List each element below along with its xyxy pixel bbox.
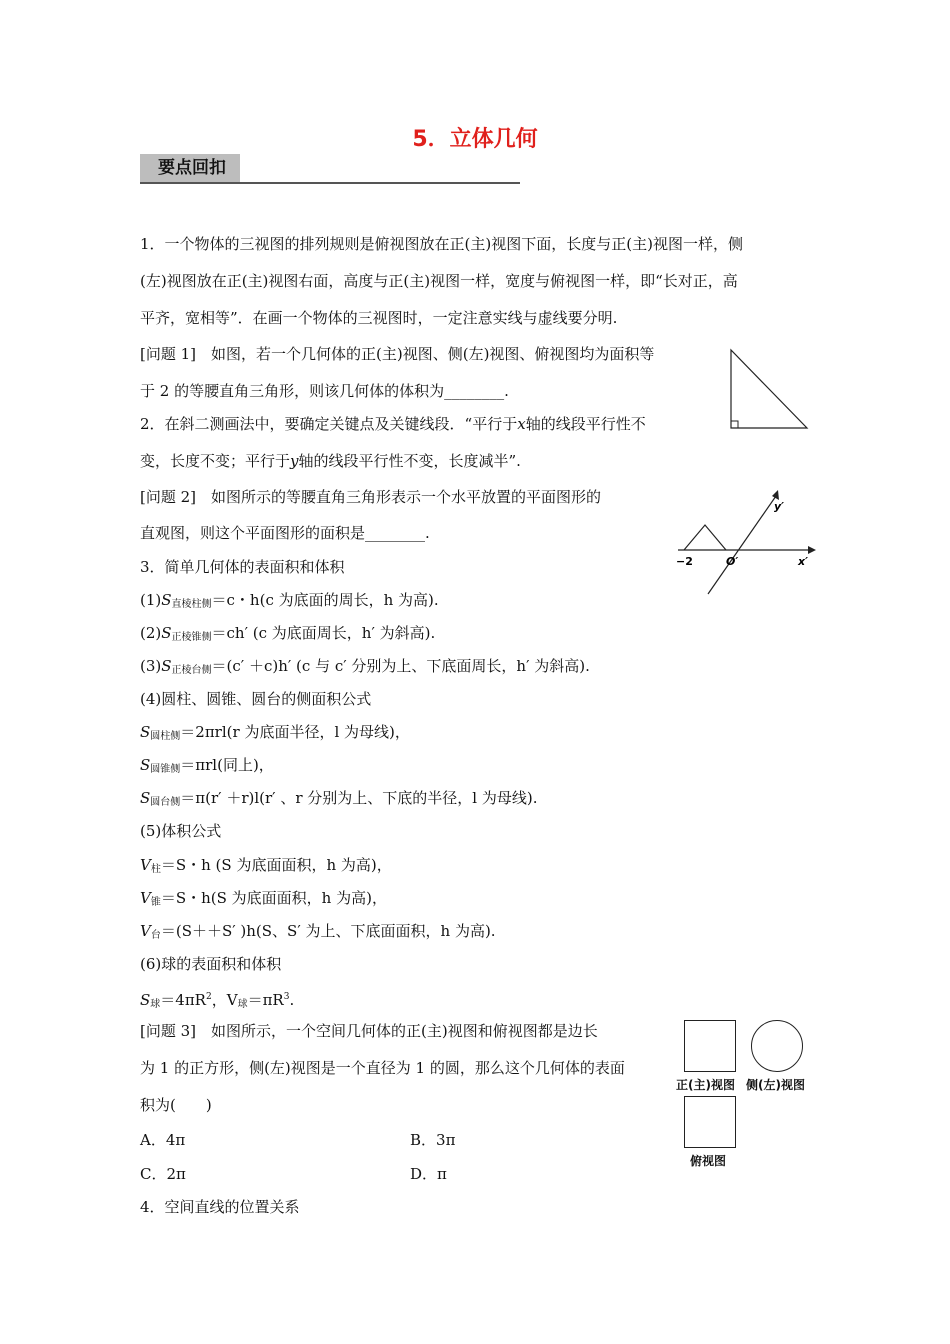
x-axis-label: x′: [798, 555, 808, 568]
option-d: D．π: [410, 1165, 447, 1183]
formula-4c: $S_{圆台侧}=\pi(r' +r)l(r'$ 、r 分别为上、下底的半径，l 为母线).: [140, 789, 538, 808]
formula-5-heading: (5)体积公式: [140, 822, 222, 840]
question-3-line-1: [问题 3] 如图所示，一个空间几何体的正(主)视图和俯视图都是边长: [140, 1022, 598, 1040]
section-label: 要点回扣: [140, 154, 240, 182]
formula-5a: $V_柱=S$・h (S 为底面面积，h 为高)，: [140, 856, 392, 875]
formula-6-heading: (6)球的表面积和体积: [140, 955, 282, 973]
question-2-line-1: [问题 2] 如图所示的等腰直角三角形表示一个水平放置的平面图形的: [140, 488, 602, 506]
option-a: A．4π: [140, 1131, 186, 1149]
isosceles-right-triangle-figure: [725, 346, 815, 432]
oblique-axes-figure: [668, 488, 818, 598]
question-1-line-2: 于 2 的等腰直角三角形，则该几何体的体积为________.: [140, 382, 509, 400]
point-2-line-1: 2．在斜二测画法中，要确定关键点及关键线段．“平行于x轴的线段平行性不: [140, 415, 646, 433]
top-view-label: 俯视图: [690, 1154, 727, 1168]
formula-2: $(2)S_{正棱锥侧}=ch'$ (c 为底面周长，h′ 为斜高).: [140, 624, 436, 643]
question-1-line-1: [问题 1] 如图，若一个几何体的正(主)视图、侧(左)视图、俯视图均为面积等: [140, 345, 655, 363]
formula-4-heading: (4)圆柱、圆锥、圆台的侧面积公式: [140, 690, 372, 708]
question-3-line-3: 积为( ): [140, 1096, 212, 1114]
point-1-line-1: 1．一个物体的三视图的排列规则是俯视图放在正(主)视图下面，长度与正(主)视图一样，侧: [140, 235, 743, 253]
side-view-circle: [751, 1020, 803, 1072]
minus-two-label: −2: [676, 555, 693, 568]
section-header: [140, 154, 520, 184]
formula-3: $(3)S_{正棱台侧}=(c' +c)h'$ (c 与 c′ 分别为上、下底面周长，h′ 为斜高).: [140, 657, 590, 676]
origin-label: O′: [726, 555, 739, 568]
top-view-square: [684, 1096, 736, 1148]
formula-4a: $S_{圆柱侧}=2\pi rl(r$ 为底面半径，l 为母线)，: [140, 723, 410, 742]
option-b: B．3π: [410, 1131, 456, 1149]
page-title: 5．立体几何: [412, 127, 538, 152]
side-view-label: 侧(左)视图: [746, 1078, 805, 1092]
point-2-line-2: 变，长度不变；平行于y轴的线段平行性不变，长度减半”.: [140, 452, 521, 470]
point-1-line-2: (左)视图放在正(主)视图右面，高度与正(主)视图一样，宽度与俯视图一样，即“长对正，高: [140, 272, 738, 290]
formula-5c: $V_台=(S++S'$ )h(S、S′ 为上、下底面面积，h 为高).: [140, 922, 496, 941]
formula-5b: $V_锥=S$・h(S 为底面面积，h 为高)，: [140, 889, 387, 908]
option-c: C．2π: [140, 1165, 186, 1183]
formula-4b: $S_{圆锥侧}=\pi rl$(同上)，: [140, 756, 274, 775]
formula-6a: $S_球=4\pi R^2$，$V_球=\pi R^3$.: [140, 991, 295, 1010]
point-1-line-3: 平齐，宽相等”．在画一个物体的三视图时，一定注意实线与虚线要分明.: [140, 309, 618, 327]
front-view-square: [684, 1020, 736, 1072]
front-view-label: 正(主)视图: [676, 1078, 735, 1092]
y-axis-label: y′: [774, 500, 785, 513]
point-3-heading: 3．简单几何体的表面积和体积: [140, 558, 345, 576]
formula-1: $(1)S_{直棱柱侧}=c$・h(c 为底面的周长，h 为高).: [140, 591, 439, 610]
point-4-heading: 4．空间直线的位置关系: [140, 1198, 300, 1216]
question-3-line-2: 为 1 的正方形，侧(左)视图是一个直径为 1 的圆，那么这个几何体的表面: [140, 1059, 625, 1077]
question-2-line-2: 直观图，则这个平面图形的面积是________.: [140, 524, 430, 542]
